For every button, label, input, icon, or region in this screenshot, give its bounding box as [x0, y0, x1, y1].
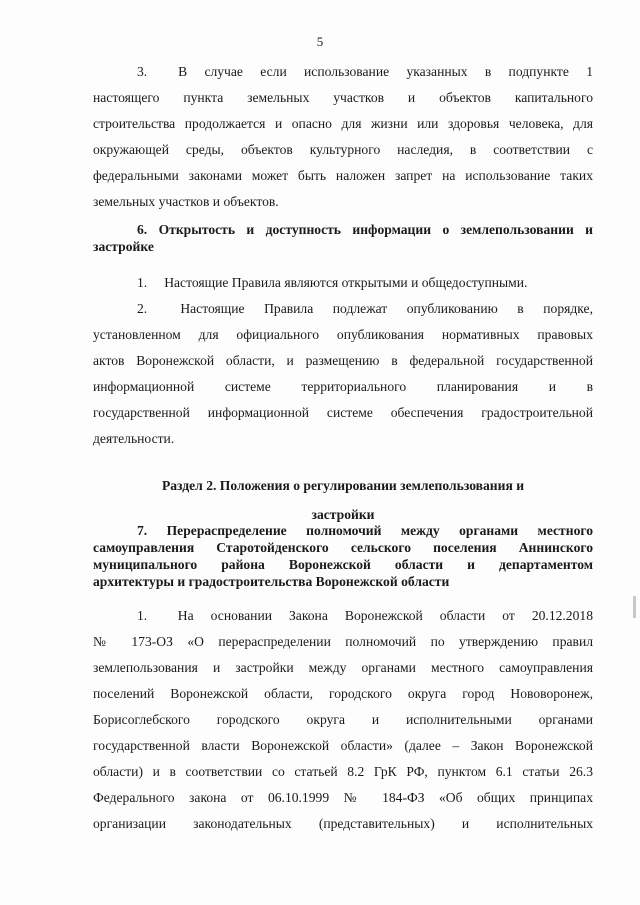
heading-line: застройки	[311, 507, 375, 522]
heading-line: архитектуры и градостроительства Воронежской области	[93, 574, 450, 589]
text-line: государственной информационной системе обеспечения градостроительной	[93, 405, 593, 420]
heading-line: самоуправления Старотойденского сельского поселения Аннинского	[93, 540, 593, 555]
text-line: окружающей среды, объектов культурного наследия, в соответствии с	[93, 142, 593, 157]
text-line: 1. На основании Закона Воронежской области от 20.12.2018	[137, 608, 593, 623]
text-line: установленном для официального опубликования нормативных правовых	[93, 327, 593, 342]
heading-line: застройке	[93, 239, 154, 254]
text-line: Борисоглебского городского округа и исполнительными органами	[93, 712, 593, 727]
text-line: федеральными законами может быть наложен запрет на использование таких	[93, 168, 593, 183]
text-line: поселений Воронежской области, городского округа город Нововоронеж,	[93, 686, 593, 701]
text-line: 3. В случае если использование указанных в подпункте 1	[137, 64, 593, 79]
paragraph-3	[93, 59, 593, 215]
scan-edge-mark	[633, 596, 636, 618]
section-7-heading	[93, 522, 593, 590]
section-6-item-2	[93, 296, 593, 452]
text-line: государственной власти Воронежской области» (далее – Закон Воронежской	[93, 738, 593, 753]
text-line: области) и в соответствии со статьей 8.2 ГрК РФ, пунктом 6.1 статьи 26.3	[93, 764, 593, 779]
text-line: настоящего пункта земельных участков и объектов капитального	[93, 90, 593, 105]
text-line: 2. Настоящие Правила подлежат опубликованию в порядке,	[137, 301, 593, 316]
text-line: землепользования и застройки между органами местного самоуправления	[93, 660, 593, 675]
text-line: № 173-ОЗ «О перераспределении полномочий по утверждению правил	[93, 634, 593, 649]
text-line: организации законодательных (представительных) и исполнительных	[93, 816, 593, 831]
part-2-heading	[93, 471, 593, 529]
section-6-item-1	[93, 270, 593, 296]
heading-line: Раздел 2. Положения о регулировании землепользования и	[161, 478, 525, 493]
text-line: Федерального закона от 06.10.1999 № 184-ФЗ «Об общих принципах	[93, 790, 593, 805]
heading-line: 6. Открытость и доступность информации о землепользовании и	[137, 222, 593, 237]
section-6-heading	[93, 221, 593, 255]
text-line: информационной системе территориального планирования и в	[93, 379, 593, 394]
text-line: 1. Настоящие Правила являются открытыми и общедоступными.	[137, 275, 528, 290]
page-number: 5	[316, 34, 324, 49]
text-line: земельных участков и объектов.	[93, 194, 279, 209]
text-line: деятельности.	[93, 431, 175, 446]
section-7-item-1	[93, 603, 593, 837]
heading-line: муниципального района Воронежской области и департаментом	[93, 557, 593, 572]
text-line: актов Воронежской области, и размещению в федеральной государственной	[93, 353, 593, 368]
heading-line: 7. Перераспределение полномочий между органами местного	[137, 523, 593, 538]
text-line: строительства продолжается и опасно для жизни или здоровья человека, для	[93, 116, 593, 131]
